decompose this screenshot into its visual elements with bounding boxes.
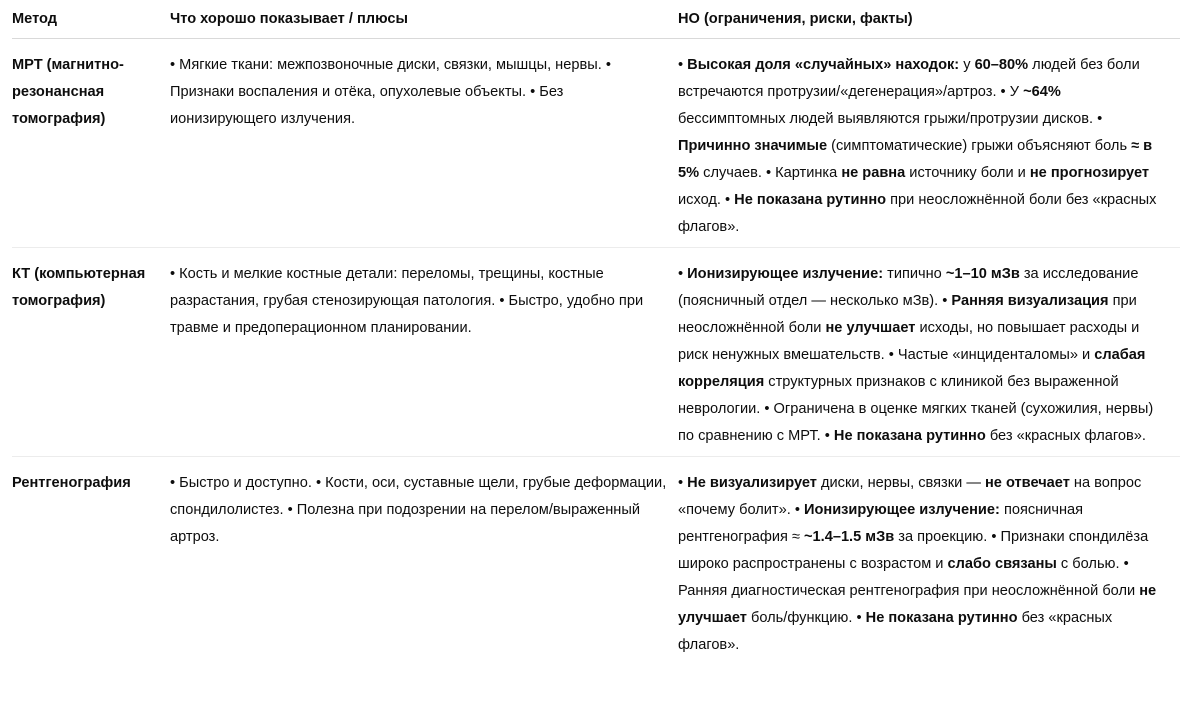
body-text: с болью. • Ранняя диагностическая рентгенография при неосложнённой боли [678,556,1140,599]
emphasis-text: Не показана рутинно [865,610,1018,626]
cell-method: МРТ (магнитно-резонансная томография) [12,39,170,248]
emphasis-text: Не показана рутинно [734,192,887,208]
comparison-table [12,0,1180,665]
cell-method: Рентгенография [12,475,131,491]
header-method: Метод [12,0,170,39]
emphasis-text: ≈ в 5% [678,138,1153,181]
emphasis-text: Причинно значимые [678,138,828,154]
table-row-ct [12,248,1180,457]
emphasis-text: не прогнозирует [1029,165,1150,181]
emphasis-text: слабо связаны [947,556,1057,572]
body-text: случаев. • Картинка [699,165,842,181]
emphasis-text: Не показана рутинно [833,428,986,444]
body-text: за проекцию. • Признаки спондилёза широко распространены с возрастом и [678,529,1149,572]
table-row-mri [12,39,1180,248]
body-text: исход. • [678,192,735,208]
body-text: источнику боли и [905,165,1030,181]
body-text: без «красных флагов». [678,610,1113,653]
body-text: людей без боли встречаются протрузии/«дегенерация»/артроз. • У [678,57,1140,100]
header-cons: НО (ограничения, риски, факты) [678,0,1180,39]
cell-method: КТ (компьютерная томография) [12,248,170,457]
table-header-row [12,0,1180,39]
body-text: боль/функцию. • [746,610,866,626]
body-text: без «красных флагов». [985,428,1146,444]
cell-pros: • Мягкие ткани: межпозвоночные диски, связки, мышцы, нервы. • Признаки воспаления и отёка, опухолевые объекты. • Без ионизирующего излучения. [170,39,678,248]
body-text: структурных признаков с клиникой без выраженной неврологии. • Ограничена в оценке мягких тканей (сухожилия, нервы) по сравнению с МРТ. • [678,374,1154,444]
body-text: при неосложнённой боли [678,293,1137,336]
emphasis-text: Ионизирующее излучение: [687,266,884,282]
body-text: при неосложнённой боли без «красных флагов». [678,192,1157,235]
body-text: (симптоматические) грыжи объясняют боль [827,138,1132,154]
cell-pros: • Быстро и доступно. • Кости, оси, суставные щели, грубые деформации, спондилолистез. • Полезна при подозрении на перелом/выраженный артроз. [170,475,667,545]
cell-cons [678,39,1180,248]
body-text: диски, нервы, связки — [816,475,985,491]
body-text: на вопрос «почему болит». • [678,475,1142,518]
emphasis-text: ~1.4–1.5 мЗв [804,529,895,545]
emphasis-text: ~64% [1023,84,1061,100]
body-text: • [678,266,688,282]
table-row-xray [12,457,1180,666]
cell-cons [678,457,1180,666]
emphasis-text: 60–80% [974,57,1029,73]
emphasis-text: не улучшает [678,583,1157,626]
body-text: поясничная рентгенография ≈ [678,502,1084,545]
emphasis-text: не улучшает [825,320,916,336]
emphasis-text: не равна [841,165,906,181]
body-text: • [678,57,688,73]
emphasis-text: Высокая доля «случайных» находок: [687,57,960,73]
body-text: у [959,57,975,73]
body-text: • [678,475,688,491]
header-pros: Что хорошо показывает / плюсы [170,0,678,39]
emphasis-text: Ионизирующее излучение: [803,502,1000,518]
body-text: бессимптомных людей выявляются грыжи/протрузии дисков. • [678,111,1103,127]
body-text: типично [883,266,946,282]
emphasis-text: ~1–10 мЗв [945,266,1020,282]
cell-pros: • Кость и мелкие костные детали: переломы, трещины, костные разрастания, грубая стенозирующая патология. • Быстро, удобно при травме и предоперационном планировании. [170,248,678,457]
emphasis-text: не отвечает [984,475,1070,491]
body-text: исходы, но повышает расходы и риск ненужных вмешательств. • Частые «инциденталомы» и [678,320,1140,363]
emphasis-text: Не визуализирует [687,475,817,491]
emphasis-text: слабая корреляция [678,347,1146,390]
cell-cons [678,248,1180,457]
body-text: за исследование (поясничный отдел — несколько мЗв). • [678,266,1139,309]
emphasis-text: Ранняя визуализация [951,293,1109,309]
